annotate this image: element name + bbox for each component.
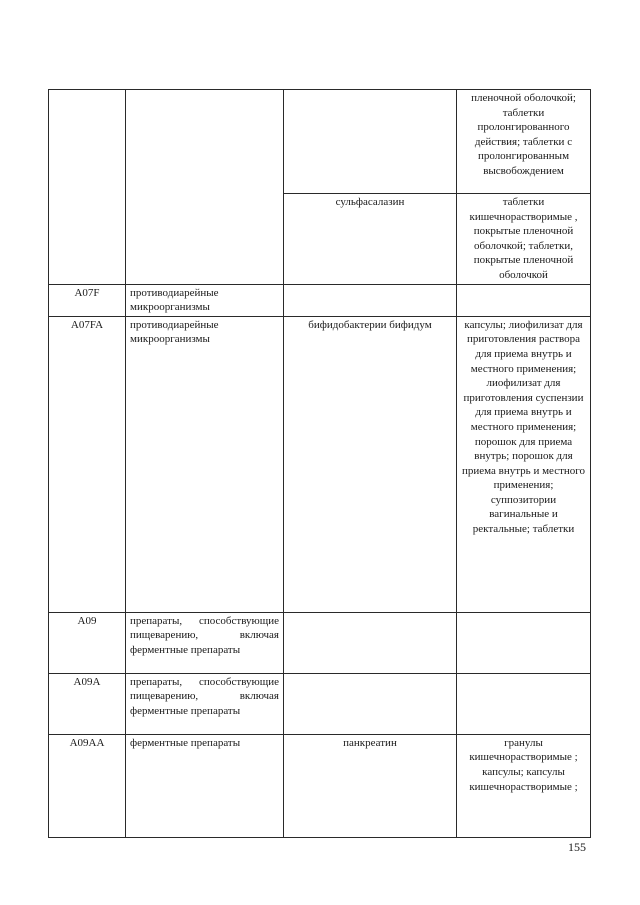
inn-cell xyxy=(284,673,457,734)
group-name-cell: препараты, способствующие пищеварению, включая ферментные препараты xyxy=(126,673,284,734)
group-name-cell: противодиарейные микроорганизмы xyxy=(126,284,284,316)
dosage-form-cell: капсулы; лиофилизат для приготовления раствора для приема внутрь и местного применения; лиофилизат для приготовления суспензии для приема внутрь и местного применения; порошок для приема внутрь; порошок для приема внутрь и местного применения; суппозитории вагинальные и ректальные; таблетки xyxy=(457,316,591,612)
dosage-form-cell: таблетки кишечнорастворимые , покрытые пленочной оболочкой; таблетки, покрытые пленочной оболочкой xyxy=(457,194,591,285)
group-name-cell: препараты, способствующие пищеварению, включая ферментные препараты xyxy=(126,612,284,673)
inn-cell: бифидобактерии бифидум xyxy=(284,316,457,612)
inn-cell: панкреатин xyxy=(284,734,457,837)
table-row xyxy=(49,284,591,316)
group-name-cell: ферментные препараты xyxy=(126,734,284,837)
group-name-cell: противодиарейные микроорганизмы xyxy=(126,316,284,612)
atc-code-cell: A07F xyxy=(49,284,126,316)
atc-code-cell: A09AA xyxy=(49,734,126,837)
drug-table xyxy=(48,89,591,838)
dosage-form-cell xyxy=(457,284,591,316)
dosage-form-cell xyxy=(457,612,591,673)
inn-cell xyxy=(284,284,457,316)
table-row xyxy=(49,316,591,612)
inn-cell: сульфасалазин xyxy=(284,194,457,285)
atc-code-cell: A09 xyxy=(49,612,126,673)
inn-cell xyxy=(284,90,457,194)
table-row xyxy=(49,612,591,673)
dosage-form-cell xyxy=(457,673,591,734)
page-number: 155 xyxy=(568,840,586,854)
table-row xyxy=(49,734,591,837)
table-row xyxy=(49,673,591,734)
dosage-form-cell: пленочной оболочкой; таблетки пролонгированного действия; таблетки с пролонгированным высвобождением xyxy=(457,90,591,194)
atc-code-cell: A09A xyxy=(49,673,126,734)
table-row xyxy=(49,90,591,194)
atc-code-cell xyxy=(49,90,126,285)
dosage-form-cell: гранулы кишечнорастворимые ; капсулы; капсулы кишечнорастворимые ; xyxy=(457,734,591,837)
group-name-cell xyxy=(126,90,284,285)
atc-code-cell: A07FA xyxy=(49,316,126,612)
inn-cell xyxy=(284,612,457,673)
